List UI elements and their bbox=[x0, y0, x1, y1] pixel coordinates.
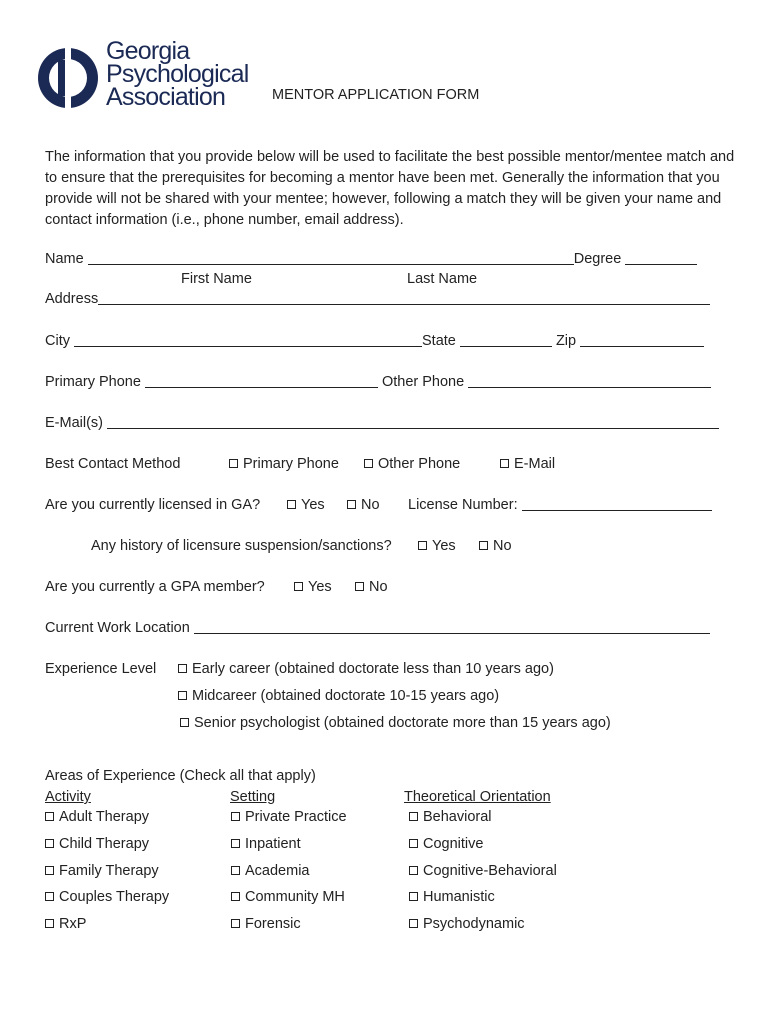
license-number-row bbox=[408, 497, 712, 513]
name-row bbox=[45, 251, 697, 267]
checkbox[interactable] bbox=[180, 718, 189, 727]
best-contact-label: Best Contact Method bbox=[45, 456, 181, 472]
theory-item[interactable]: Psychodynamic bbox=[409, 916, 525, 932]
theory-item[interactable]: Humanistic bbox=[409, 889, 495, 905]
contact-email-option[interactable]: E-Mail bbox=[500, 456, 555, 472]
name-input[interactable] bbox=[88, 251, 574, 265]
setting-header: Setting bbox=[230, 789, 276, 805]
gpa-logo-icon bbox=[36, 40, 102, 116]
contact-primary-phone-option[interactable]: Primary Phone bbox=[229, 456, 339, 472]
licensed-yes-option[interactable]: Yes bbox=[287, 497, 325, 513]
state-label: State bbox=[422, 333, 456, 349]
setting-item[interactable]: Forensic bbox=[231, 916, 301, 932]
license-number-label: License Number: bbox=[408, 497, 518, 513]
zip-input[interactable] bbox=[580, 333, 704, 347]
checkbox[interactable] bbox=[409, 892, 418, 901]
intro-paragraph: The information that you provide below will be used to facilitate the best possible mentor/mentee match and to ensure that the prerequisites for becoming a mentor have been met. Generally the information that you provide will not be shared with your mentee; however, following a match they will be given your name and contact information (i.e., phone number, email address). bbox=[45, 149, 735, 228]
primary-phone-input[interactable] bbox=[145, 374, 378, 388]
state-input[interactable] bbox=[460, 333, 552, 347]
suspension-yes-option[interactable]: Yes bbox=[418, 538, 456, 554]
license-number-input[interactable] bbox=[522, 497, 712, 511]
theory-item[interactable]: Cognitive bbox=[409, 836, 483, 852]
theory-item[interactable]: Behavioral bbox=[409, 809, 492, 825]
address-row bbox=[45, 291, 710, 307]
address-label: Address bbox=[45, 291, 99, 307]
activity-item[interactable]: Adult Therapy bbox=[45, 809, 149, 825]
work-location-row bbox=[45, 620, 710, 636]
exp-early-career-option[interactable]: Early career (obtained doctorate less than 10 years ago) bbox=[178, 661, 554, 677]
checkbox[interactable] bbox=[500, 459, 509, 468]
phone-row bbox=[45, 374, 711, 390]
checkbox[interactable] bbox=[409, 866, 418, 875]
gpa-yes-option[interactable]: Yes bbox=[294, 579, 332, 595]
checkbox[interactable] bbox=[45, 892, 54, 901]
checkbox[interactable] bbox=[178, 664, 187, 673]
city-input[interactable] bbox=[74, 333, 422, 347]
suspension-no-option[interactable]: No bbox=[479, 538, 512, 554]
other-phone-input[interactable] bbox=[468, 374, 711, 388]
checkbox[interactable] bbox=[231, 892, 240, 901]
work-location-input[interactable] bbox=[194, 620, 710, 634]
activity-item[interactable]: RxP bbox=[45, 916, 86, 932]
logo-wordmark: Georgia Psychological Association bbox=[106, 37, 249, 111]
contact-other-phone-option[interactable]: Other Phone bbox=[364, 456, 460, 472]
checkbox[interactable] bbox=[347, 500, 356, 509]
checkbox[interactable] bbox=[294, 582, 303, 591]
checkbox[interactable] bbox=[418, 541, 427, 550]
checkbox[interactable] bbox=[229, 459, 238, 468]
first-name-caption: First Name bbox=[181, 271, 252, 287]
setting-item[interactable]: Inpatient bbox=[231, 836, 301, 852]
work-location-label: Current Work Location bbox=[45, 620, 190, 636]
theory-item[interactable]: Cognitive-Behavioral bbox=[409, 863, 557, 879]
activity-item[interactable]: Couples Therapy bbox=[45, 889, 169, 905]
suspension-label: Any history of licensure suspension/sanctions? bbox=[91, 538, 392, 554]
checkbox[interactable] bbox=[287, 500, 296, 509]
exp-midcareer-option[interactable]: Midcareer (obtained doctorate 10-15 years ago) bbox=[178, 688, 499, 704]
experience-level-label: Experience Level bbox=[45, 661, 157, 677]
setting-item[interactable]: Academia bbox=[231, 863, 309, 879]
city-label: City bbox=[45, 333, 70, 349]
checkbox[interactable] bbox=[409, 812, 418, 821]
last-name-caption: Last Name bbox=[407, 271, 478, 287]
checkbox[interactable] bbox=[45, 866, 54, 875]
exp-senior-option[interactable]: Senior psychologist (obtained doctorate more than 15 years ago) bbox=[180, 715, 611, 731]
city-row bbox=[45, 333, 704, 349]
gpa-member-label: Are you currently a GPA member? bbox=[45, 579, 265, 595]
checkbox[interactable] bbox=[45, 812, 54, 821]
gpa-logo bbox=[36, 37, 249, 116]
other-phone-label: Other Phone bbox=[381, 374, 465, 390]
gpa-no-option[interactable]: No bbox=[355, 579, 388, 595]
checkbox[interactable] bbox=[231, 812, 240, 821]
checkbox[interactable] bbox=[45, 919, 54, 928]
checkbox[interactable] bbox=[409, 919, 418, 928]
email-label: E-Mail(s) bbox=[45, 415, 103, 431]
degree-label: Degree bbox=[573, 251, 622, 267]
areas-heading: Areas of Experience (Check all that apply) bbox=[45, 768, 316, 784]
zip-label: Zip bbox=[555, 333, 577, 349]
checkbox[interactable] bbox=[178, 691, 187, 700]
name-label: Name bbox=[45, 251, 84, 267]
theory-header: Theoretical Orientation bbox=[404, 789, 551, 805]
activity-item[interactable]: Child Therapy bbox=[45, 836, 149, 852]
form-title: MENTOR APPLICATION FORM bbox=[272, 87, 480, 103]
checkbox[interactable] bbox=[231, 839, 240, 848]
licensed-label: Are you currently licensed in GA? bbox=[45, 497, 261, 513]
checkbox[interactable] bbox=[364, 459, 373, 468]
primary-phone-label: Primary Phone bbox=[45, 374, 141, 390]
licensed-no-option[interactable]: No bbox=[347, 497, 380, 513]
checkbox[interactable] bbox=[231, 866, 240, 875]
activity-header: Activity bbox=[45, 789, 91, 805]
checkbox[interactable] bbox=[45, 839, 54, 848]
setting-item[interactable]: Private Practice bbox=[231, 809, 347, 825]
degree-input[interactable] bbox=[625, 251, 697, 265]
checkbox[interactable] bbox=[479, 541, 488, 550]
checkbox[interactable] bbox=[355, 582, 364, 591]
email-input[interactable] bbox=[107, 415, 719, 429]
checkbox[interactable] bbox=[409, 839, 418, 848]
address-input[interactable] bbox=[98, 291, 710, 305]
checkbox[interactable] bbox=[231, 919, 240, 928]
setting-item[interactable]: Community MH bbox=[231, 889, 345, 905]
activity-item[interactable]: Family Therapy bbox=[45, 863, 159, 879]
email-row bbox=[45, 415, 719, 431]
